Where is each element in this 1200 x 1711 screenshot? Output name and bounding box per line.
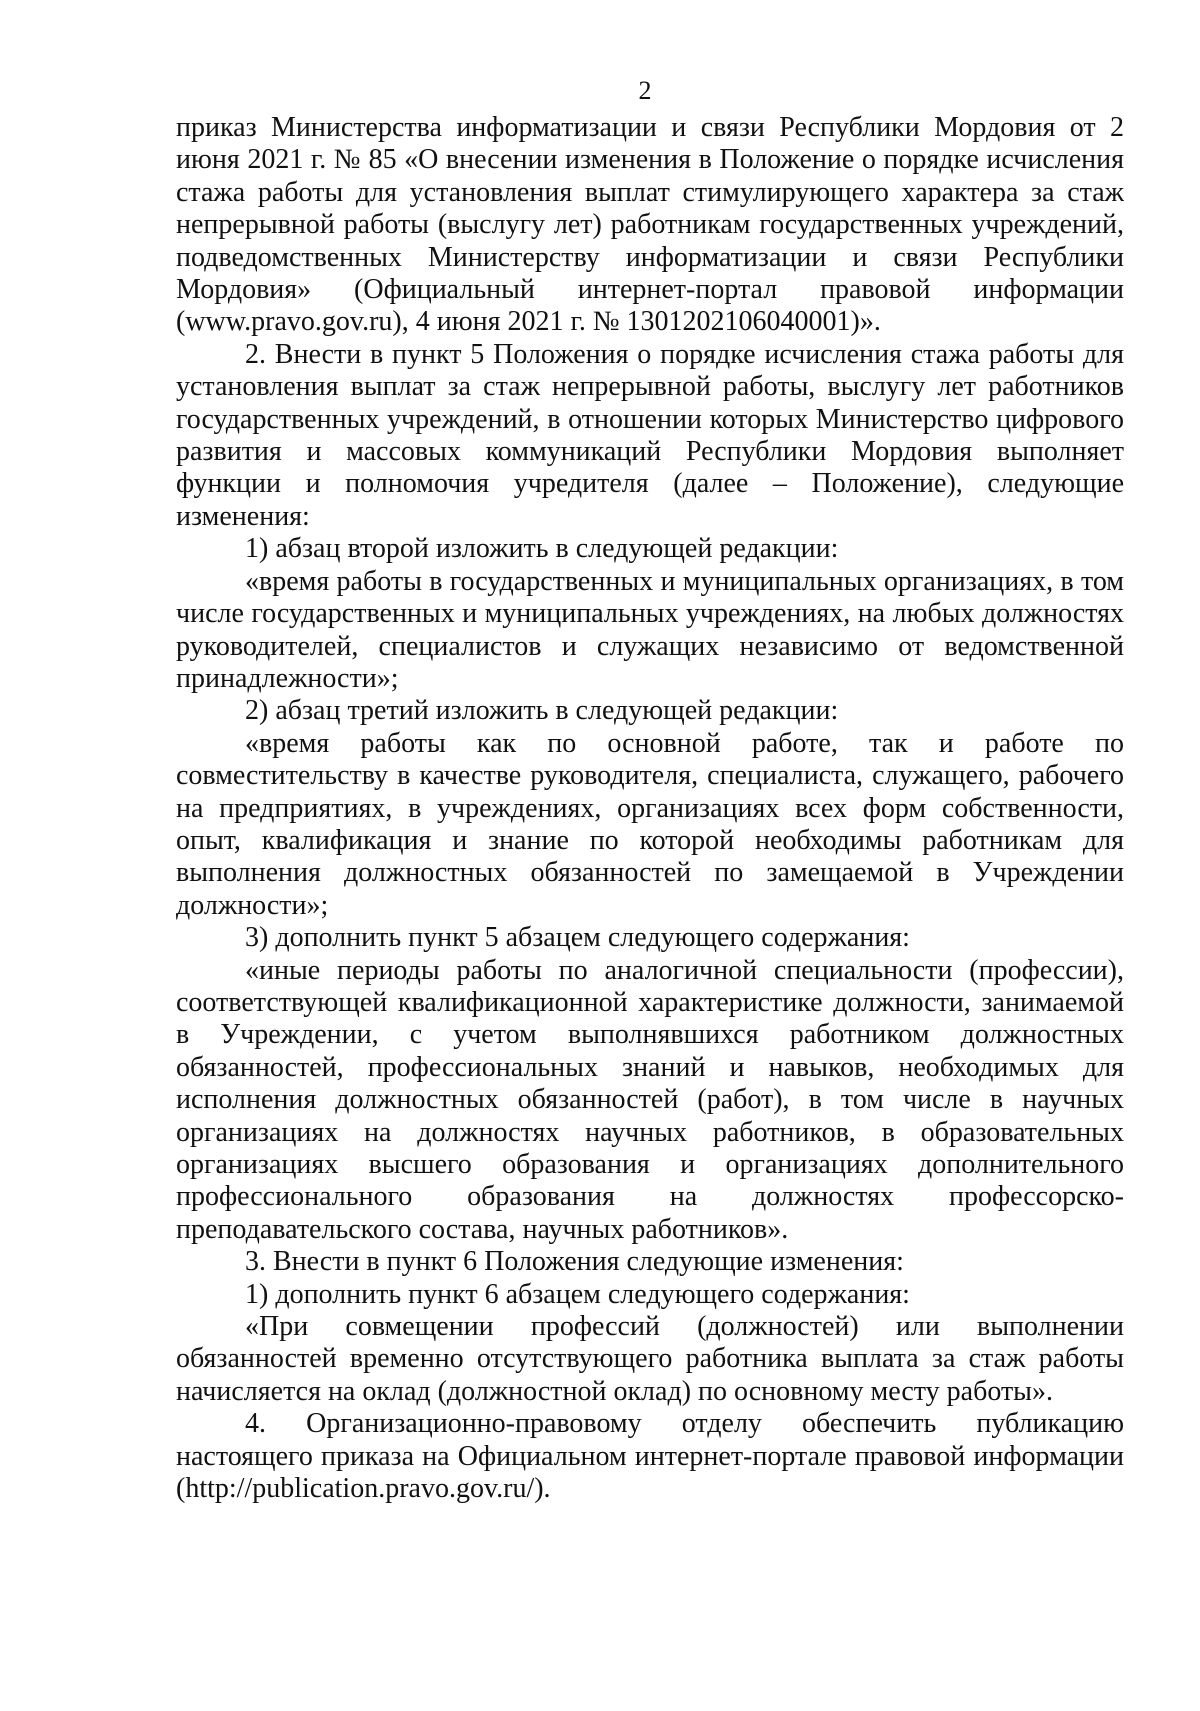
paragraph-item-2-1-text: «время работы в государственных и муниципальных организациях, в том числе государственных и муниципальных учреждениях, на любых должностях руководителей, специалистов и служащих независимо от ведомственной принадлежности»; bbox=[176, 565, 1124, 694]
paragraph-item-3: 3. Внести в пункт 6 Положения следующие изменения: bbox=[245, 1246, 904, 1278]
paragraph-item-2-2-text: «время работы как по основной работе, так и работе по совместительству в качестве руководителя, специалиста, служащего, рабочего на предприятиях, в учреждениях, организациях всех форм собственности, опыт, квалификация и знание по которой необходимы работникам для выполнения должностных обязанностей по замещаемой в Учреждении должности»; bbox=[176, 727, 1124, 921]
paragraph-item-2: 2. Внести в пункт 5 Положения о порядке исчисления стажа работы для установления выплат за стаж непрерывной работы, выслугу лет работников государственных учреждений, в отношении которых Министерство цифрового развития и массовых коммуникаций Республики Мордовия выполняет функции и полномочия учредителя (далее – Положение), следующие изменения: bbox=[176, 338, 1124, 532]
paragraph-item-2-3: 3) дополнить пункт 5 абзацем следующего содержания: bbox=[245, 922, 910, 954]
page-number: 2 bbox=[638, 76, 652, 105]
paragraph-item-2-1: 1) абзац второй изложить в следующей редакции: bbox=[245, 533, 839, 565]
paragraph-item-3-1-text: «При совмещении профессий (должностей) или выполнении обязанностей временно отсутствующего работника выплата за стаж работы начисляется на оклад (должностной оклад) по основному месту работы». bbox=[176, 1311, 1124, 1407]
paragraph-item-3-1: 1) дополнить пункт 6 абзацем следующего содержания: bbox=[245, 1278, 910, 1310]
paragraph-order-reference: приказ Министерства информатизации и связи Республики Мордовия от 2 июня 2021 г. № 85 «О внесении изменения в Положение о порядке исчисления стажа работы для установления выплат стимулирующего характера за стаж непрерывной работы (выслугу лет) работникам государственных учреждений, подведомственных Министерству информатизации и связи Республики Мордовия» (Официальный интернет-портал правовой информации (www.pravo.gov.ru), 4 июня 2021 г. № 1301202106040001)». bbox=[176, 112, 1124, 338]
paragraph-item-2-3-text: «иные периоды работы по аналогичной специальности (профессии), соответствующей квалификационной характеристике должности, занимаемой в Учреждении, с учетом выполнявшихся работником должностных обязанностей, профессиональных знаний и навыков, необходимых для исполнения должностных обязанностей (работ), в том числе в научных организациях на должностях научных работников, в образовательных организациях высшего образования и организациях дополнительного профессионального образования на должностях профессорско-преподавательского состава, научных работников». bbox=[176, 954, 1124, 1245]
document-body bbox=[176, 112, 1124, 1505]
paragraph-item-2-2: 2) абзац третий изложить в следующей редакции: bbox=[245, 695, 839, 727]
paragraph-item-4: 4. Организационно-правовому отделу обеспечить публикацию настоящего приказа на Официальном интернет-портале правовой информации (http://publication.pravo.gov.ru/). bbox=[176, 1408, 1124, 1505]
